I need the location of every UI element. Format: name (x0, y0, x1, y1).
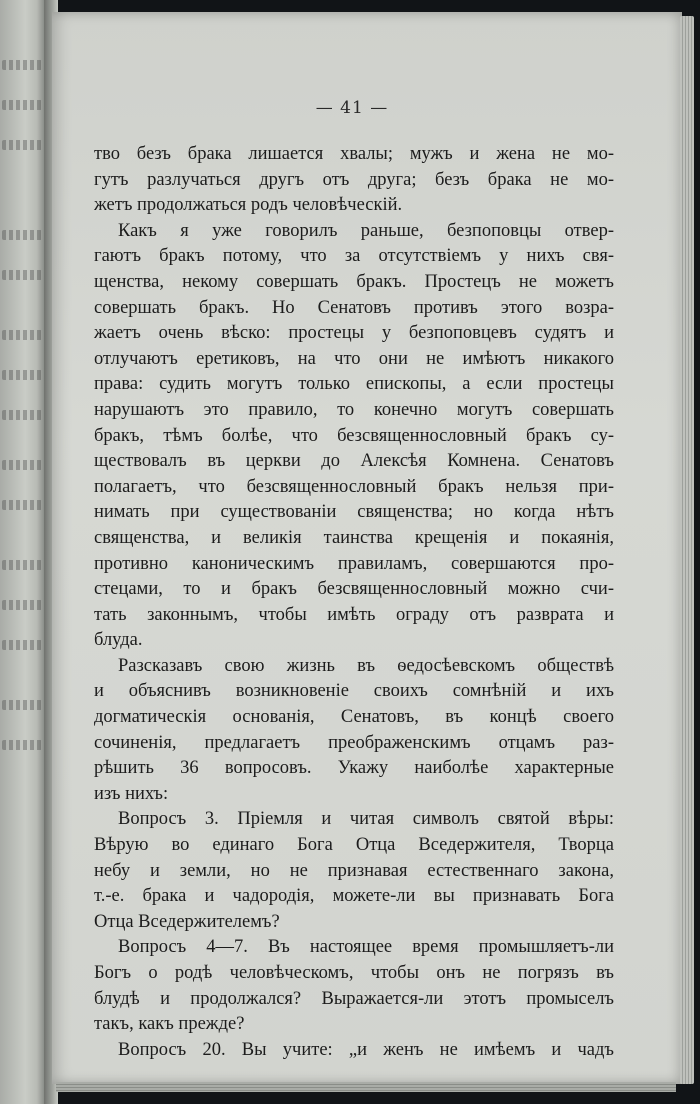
body-text (94, 142, 614, 1063)
facing-page-text-fragment (2, 700, 42, 710)
text-line: сочиненія, предлагаетъ преображенскимъ отцамъ раз- (94, 732, 614, 753)
text-line: догматическія основанія, Сенатовъ, въ концѣ своего (94, 707, 614, 728)
facing-page-text-fragment (2, 460, 42, 470)
text-line: противно каноническимъ правиламъ, совершаются про- (94, 553, 614, 574)
text-line: изъ нихъ: (94, 783, 169, 804)
text-line: тать законнымъ, чтобы имѣть ограду отъ разврата и (94, 604, 614, 625)
text-line: жетъ продолжаться родъ человѣческій. (94, 195, 403, 216)
page-block-edge (680, 16, 694, 1084)
text-line: рѣшить 36 вопросовъ. Укажу наиболѣе характерные (94, 758, 614, 779)
facing-page-text-fragment (2, 60, 42, 70)
text-line: полагаетъ, что безсвященнословный бракъ нельзя при- (94, 476, 614, 497)
text-line: Богъ о родѣ человѣческомъ, чтобы онъ не погрязъ въ (94, 963, 614, 983)
text-line: Вопросъ 3. Пріемля и читая символъ святой вѣры: (118, 809, 614, 830)
text-line: т.-е. брака и чадородія, можете-ли вы признавать Бога (94, 886, 614, 907)
text-line: права: судить могутъ только епископы, а если простецы (94, 374, 614, 395)
facing-page-text-fragment (2, 230, 42, 240)
book-page (52, 12, 682, 1084)
text-line: жаетъ очень вѣско: простецы у безпоповцевъ судятъ и (94, 323, 614, 344)
facing-page-text-fragment (2, 370, 42, 380)
text-line: отлучаютъ еретиковъ, на что они не имѣютъ никакого (94, 348, 614, 369)
facing-page-text-fragment (2, 100, 42, 110)
text-line: такъ, какъ прежде? (94, 1014, 245, 1035)
text-line: Вѣрую во единаго Бога Отца Вседержителя, Творца (94, 835, 614, 856)
text-line: священства, и великія таинства крещенія и покаянія, (94, 527, 614, 548)
facing-page-text-fragment (2, 640, 42, 650)
facing-page-text-fragment (2, 410, 42, 420)
text-line: щенства, некому совершать бракъ. Простецъ не можетъ (94, 271, 614, 292)
text-line: нарушаютъ это правило, то конечно могутъ совершать (94, 399, 614, 420)
text-line: нимать при существованіи священства; но когда нѣтъ (94, 502, 614, 523)
text-line: совершать бракъ. Но Сенатовъ противъ этого возра- (94, 297, 614, 318)
text-line: Разсказавъ свою жизнь въ ѳедосѣевскомъ обществѣ (118, 655, 614, 676)
text-line: блудѣ и продолжался? Выражается-ли этотъ промыселъ (94, 988, 614, 1009)
text-line: Вопросъ 20. Вы учите: „и женъ не имѣемъ и чадъ (118, 1039, 614, 1060)
text-line: Отца Вседержителемъ? (94, 911, 280, 932)
page-number: — 41 — (315, 98, 389, 118)
facing-page-text-fragment (2, 270, 42, 280)
page-block-bottom (56, 1082, 676, 1092)
facing-page-edge (0, 0, 46, 1104)
text-line: небу и земли, но не признавая естественнаго закона, (94, 860, 614, 881)
facing-page-text-fragment (2, 140, 42, 150)
text-line: и объяснивъ возникновеніе своихъ сомнѣній и ихъ (94, 681, 614, 702)
facing-page-text-fragment (2, 740, 42, 750)
facing-page-text-fragment (2, 560, 42, 570)
text-line: бракъ, тѣмъ болѣе, что безсвященнословный бракъ су- (94, 425, 614, 446)
facing-page-text-fragment (2, 500, 42, 510)
text-line: гаютъ бракъ потому, что за отсутствіемъ у нихъ свя- (94, 246, 614, 267)
text-line: стецами, то и бракъ безсвященнословный можно счи- (94, 579, 614, 600)
text-line: Какъ я уже говорилъ раньше, безпоповцы отвер- (118, 220, 614, 241)
text-line: тво безъ брака лишается хвалы; мужъ и жена не мо- (94, 144, 614, 164)
facing-page-text-fragment (2, 600, 42, 610)
text-line: Вопросъ 4—7. Въ настоящее время промышляетъ-ли (118, 937, 614, 958)
facing-page-text-fragment (2, 330, 42, 340)
text-line: гутъ разлучаться другъ отъ друга; безъ брака не мо- (94, 169, 614, 190)
text-line: блуда. (94, 630, 143, 651)
text-line: ществовалъ въ церкви до Алексѣя Комнена. Сенатовъ (94, 451, 614, 472)
